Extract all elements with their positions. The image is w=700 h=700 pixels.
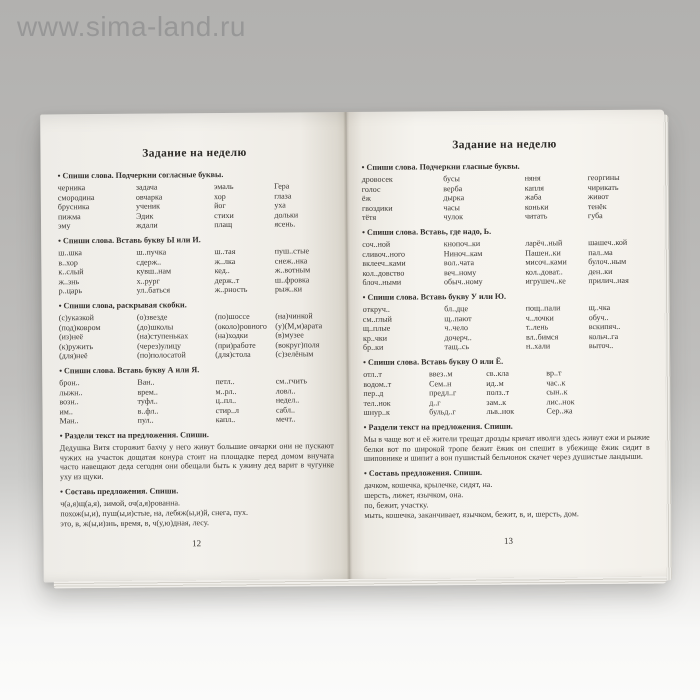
book (40, 110, 668, 583)
word: черника (57, 183, 86, 193)
word-column (58, 248, 136, 297)
word: (на)ходки (215, 330, 248, 341)
section (363, 356, 649, 418)
section (59, 364, 333, 426)
word: эмаль (213, 181, 234, 192)
word: врем.. (137, 387, 158, 397)
word: читать (524, 211, 548, 222)
word: пул.. (137, 415, 154, 425)
word-grid (58, 181, 332, 231)
word: живот (587, 192, 609, 202)
word: тенёк (587, 201, 607, 211)
page-right (346, 110, 668, 580)
word: полз..т (486, 387, 510, 398)
word: снеж..нка (274, 255, 308, 266)
word: Ван.. (137, 377, 155, 387)
word: кувш..нам (136, 266, 172, 276)
word: см..гчить (275, 376, 308, 386)
word: св..кла (486, 368, 509, 378)
word: уха (274, 200, 286, 210)
word: бр..ки (362, 343, 384, 353)
word: ш..шка (58, 248, 82, 258)
word-column (363, 304, 445, 353)
word: плащ (214, 220, 233, 230)
word: ловл.. (275, 385, 296, 396)
word: выточ.. (588, 341, 614, 351)
word: ввез..м (428, 369, 453, 379)
word: т..лень (525, 322, 549, 332)
word: георгины (587, 172, 620, 183)
word: задача (135, 182, 158, 192)
word-column (363, 369, 429, 417)
word: см..глый (362, 314, 392, 324)
word: (с)указкой (58, 312, 94, 323)
word: смородина (57, 192, 95, 202)
word-grid (58, 246, 332, 296)
word: кол..довство (362, 268, 405, 278)
section-heading: • Спиши слова. Вставь букву У или Ю. (362, 291, 507, 302)
word-column (58, 183, 136, 232)
word: х..рург (136, 276, 160, 286)
word: (для)неё (59, 351, 88, 361)
word: пижма (57, 211, 81, 222)
section-heading: • Спиши слова. Подчеркни гласные буквы. (361, 161, 520, 172)
exercise-text: Мы в чаще вот и её жители трещат дрозды кричат иволги здесь живут ежи и рыжие белки вот по широкой тропе бежит ёжик он спешит в убежище ёжик сидит в шиповнике и шипит а вон пушистый бельчонок скачет через душистые ландыши. (363, 432, 650, 464)
word: Ман.. (59, 416, 79, 426)
word: верба (443, 183, 463, 193)
word: (под)ковром (58, 322, 101, 332)
word: чирикать (587, 182, 619, 192)
word: бл..дце (444, 304, 469, 314)
word: вклееч..ками (362, 258, 406, 269)
word: сдерж.. (136, 257, 162, 267)
word: ясень. (274, 219, 296, 229)
word: отл..т (363, 369, 382, 379)
word: кнопоч..ки (443, 238, 481, 249)
section (362, 226, 648, 288)
word-column (444, 239, 526, 288)
word-column (588, 173, 648, 221)
word: шнур..к (363, 408, 390, 418)
word: капля (524, 183, 544, 193)
word: ид..м (486, 378, 504, 388)
word: вскипяч.. (588, 322, 621, 332)
word: (о)звезде (136, 312, 168, 322)
section (363, 291, 649, 353)
word: эму (58, 221, 71, 231)
word: вл..бимся (525, 332, 559, 342)
word: брусника (57, 202, 90, 212)
word: в..фл.. (137, 406, 159, 416)
word-column (137, 377, 215, 426)
page-left-content (40, 112, 350, 582)
word: гвоздики (361, 203, 393, 213)
exercise-line: по, бежит, участку. (364, 500, 429, 510)
word: кольч..га (588, 331, 619, 341)
word-column (136, 247, 214, 296)
word: ш..фровка (274, 275, 310, 285)
word-column (526, 303, 589, 351)
word-column (275, 246, 333, 294)
word: ж..знь (58, 276, 80, 287)
word: в..хор (58, 257, 78, 267)
exercise-line: дачком, кошечка, крылечке, сидят, на. (364, 480, 493, 491)
word: голос (361, 184, 381, 194)
word-column (362, 239, 444, 288)
word: (около)ровного (214, 321, 267, 331)
word: кол..доват.. (525, 267, 563, 277)
exercise-line: это, в, ж(ы,и)знь, время, в, ч(у,ю)дная, лесу. (60, 517, 209, 528)
word: (вокруг)поля (275, 339, 320, 350)
word: щ..пают (444, 313, 472, 323)
word-column (525, 173, 588, 221)
word-column (214, 247, 275, 295)
word: пощ..пали (525, 303, 561, 313)
word: щ..чка (588, 302, 611, 313)
section-heading: • Спиши слова. Вставь, где надо, Ь. (362, 226, 492, 237)
word: лис..нок (546, 396, 575, 407)
word-column (59, 313, 137, 362)
section (58, 169, 332, 231)
word: (на)ступеньках (136, 331, 189, 341)
word: ч..чело (444, 323, 468, 333)
section-heading: • Спиши слова. Вставь букву Ы или И. (58, 235, 201, 246)
section (364, 467, 650, 520)
word: капл.. (215, 415, 236, 425)
word-column (362, 174, 444, 223)
word: льв..нок (486, 407, 515, 417)
word: петл.. (215, 376, 235, 386)
word: ц..пл.. (215, 396, 237, 406)
word: ларёч..ный (525, 238, 563, 248)
word: (до)школы (136, 321, 174, 332)
word: хор (213, 191, 226, 201)
page-number: 12 (192, 538, 202, 549)
page-title: Задание на неделю (452, 138, 557, 152)
word: туфл.. (137, 396, 158, 406)
word: ул..баться (136, 285, 171, 296)
word-column (589, 303, 649, 351)
word-grid (59, 311, 333, 361)
word-column (136, 182, 214, 231)
word-column (444, 304, 526, 353)
word-grid (362, 173, 648, 223)
word: (по)шоссе (214, 311, 250, 322)
word: возн.. (59, 397, 79, 407)
word: губа (587, 211, 603, 221)
word-column (546, 368, 649, 417)
word-grid (362, 238, 648, 288)
word: ёж (361, 194, 371, 204)
word: им.. (59, 406, 73, 417)
word: ж..вотным (274, 265, 311, 275)
word: лыжн.. (59, 387, 83, 397)
section-heading: • Спиши слова, раскрывая скобки. (58, 300, 187, 311)
section (58, 234, 332, 296)
word: коньки (524, 202, 549, 212)
word: Эдик (136, 211, 154, 221)
word: блоч..ными (362, 277, 402, 288)
word: Пашен..ки (525, 247, 561, 258)
word: час..к (546, 377, 566, 387)
word-column (275, 311, 333, 359)
page-title: Задание на неделю (142, 146, 247, 160)
word: ш..пучка (136, 247, 167, 257)
word: пал..ма (588, 247, 613, 257)
word: н..хали (525, 341, 551, 351)
word-column (588, 238, 648, 286)
word-column (214, 182, 275, 230)
section (362, 161, 648, 223)
word: (при)работе (215, 340, 256, 350)
section-heading: • Спиши слова. Вставь букву А или Я. (59, 365, 200, 376)
word: глаза (274, 191, 292, 201)
word: пуш..стые (274, 246, 310, 256)
word: откруч.. (362, 304, 390, 314)
word: щ..плые (362, 323, 391, 334)
word: м..рл.. (215, 386, 237, 396)
word: вол..чата (443, 258, 475, 268)
section (59, 299, 333, 361)
word: ж..лка (214, 256, 236, 266)
exercise-lines (364, 479, 650, 520)
page-number: 13 (503, 535, 514, 546)
word: кед.. (214, 266, 230, 276)
word: тащ..сь (444, 342, 470, 352)
word: Гера (274, 181, 290, 191)
word: держ..т (214, 275, 240, 285)
exercise-lines (60, 497, 334, 529)
word: сын..к (546, 387, 568, 397)
word-grid (59, 376, 333, 426)
word: жаба (524, 192, 542, 202)
word: тётя (361, 213, 377, 223)
word-column (525, 238, 588, 286)
word: дольки (274, 210, 299, 220)
word: игрушеч..ке (525, 276, 566, 286)
word: бульд..г (429, 407, 456, 417)
word-column (486, 368, 546, 416)
section-heading: • Спиши слова. Вставь букву О или Ё. (363, 356, 504, 367)
word: р..царь (58, 286, 83, 296)
word: булоч..ным (588, 257, 627, 267)
word: прилич..ная (588, 276, 629, 286)
exercise-text: Дедушка Витя сторожит бахчу у него живут большие овчарки они не пускают чужих на участок дощатая конура стоит на площадке перед домом внучата часто навещают деда сегодня они обещали быть к ужину дед варит в чугунке уху из щуки. (59, 441, 334, 482)
word: (для)стола (215, 350, 251, 360)
section-heading: • Раздели текст на предложения. Спиши. (363, 421, 513, 432)
word: мисоч..ками (525, 257, 567, 267)
word: (на)чинкой (275, 311, 313, 321)
word: няня (524, 173, 541, 183)
word: Ниноч..кам (443, 248, 483, 258)
section-heading: • Раздели текст на предложения. Спиши. (59, 430, 209, 441)
word: сливоч..ного (362, 249, 406, 259)
word: вр..т (546, 368, 562, 378)
word: стир..л (215, 405, 240, 415)
page-right-content (346, 110, 668, 580)
word-column (59, 378, 137, 427)
word: водом..т (363, 379, 392, 389)
exercise-line: мыть, кошечка, заканчивает, язычком, бежит, в, и, шерсть, дом. (364, 508, 579, 520)
word: (по)полосатой (137, 350, 186, 361)
exercise-line: ч(а,я)щ(а,я), зимой, оч(а,я)рованна. (60, 498, 181, 509)
word: йог (214, 201, 226, 211)
word: чулок (443, 212, 464, 222)
word: соч..ной (362, 239, 391, 249)
word: (к)ружить (58, 341, 93, 352)
word: недел.. (275, 395, 300, 405)
word: бусы (443, 174, 460, 184)
word-column (429, 369, 487, 417)
word: (в)музее (275, 330, 304, 340)
word-column (137, 312, 215, 361)
word-grid (363, 368, 649, 418)
word: пер..д (363, 388, 384, 399)
word: ш..тая (214, 246, 236, 257)
word-column (443, 174, 525, 223)
section-heading: • Составь предложения. Спиши. (60, 486, 179, 497)
word: ч..лочки (525, 312, 554, 323)
word: веч..ному (443, 267, 477, 278)
word: овчарка (135, 192, 163, 202)
word: (из)неё (58, 332, 84, 342)
word: (с)зелёным (275, 349, 314, 359)
section (60, 485, 334, 529)
watermark: www.sima-land.ru (17, 11, 246, 42)
word: ждали (136, 220, 158, 231)
word: стихи (214, 210, 234, 220)
word-column (276, 376, 334, 424)
word: сабл.. (275, 405, 296, 415)
word-column (215, 312, 276, 360)
word: предл..г (429, 388, 457, 398)
word-grid (363, 303, 649, 353)
page-sections (58, 169, 335, 529)
word: к..слый (58, 267, 84, 277)
word-column (215, 377, 276, 425)
word: обуч.. (588, 312, 609, 322)
word: обыч..ному (443, 277, 483, 287)
section-heading: • Спиши слова. Подчеркни согласные буквы. (57, 170, 224, 181)
word: часы (443, 202, 460, 213)
word: шашеч..кой (588, 237, 628, 248)
word: ден..ки (588, 266, 613, 276)
section-heading: • Составь предложения. Спиши. (363, 468, 483, 479)
word: Сер..жа (546, 406, 573, 416)
word: дырка (443, 193, 465, 203)
exercise-line: шерсть, лижет, язычком, она. (364, 490, 464, 500)
page-left (40, 112, 350, 582)
word: брон.. (59, 378, 80, 388)
word: ж..рность (214, 285, 248, 295)
section (364, 421, 650, 465)
word: кр..чки (362, 333, 388, 343)
section (60, 429, 334, 482)
word: (у)(М,м)арата (275, 320, 323, 331)
page-sections (362, 161, 651, 521)
word: д..г (429, 398, 441, 408)
word: тел..нок (363, 398, 391, 408)
word-column (274, 181, 332, 229)
word: Сем..н (429, 378, 452, 388)
word: дочерч.. (444, 332, 472, 343)
word: мечт.. (275, 414, 296, 424)
word: рыж..ки (274, 284, 303, 294)
word: ученик (135, 201, 161, 211)
exercise-line: похож(ы,и), пуш(ы,и)стые, на, лебяж(ы,и)й, снега, пух. (60, 507, 249, 519)
word: (через)улицу (137, 341, 182, 351)
word: дровосек (361, 174, 393, 184)
word: зам..к (486, 397, 507, 407)
